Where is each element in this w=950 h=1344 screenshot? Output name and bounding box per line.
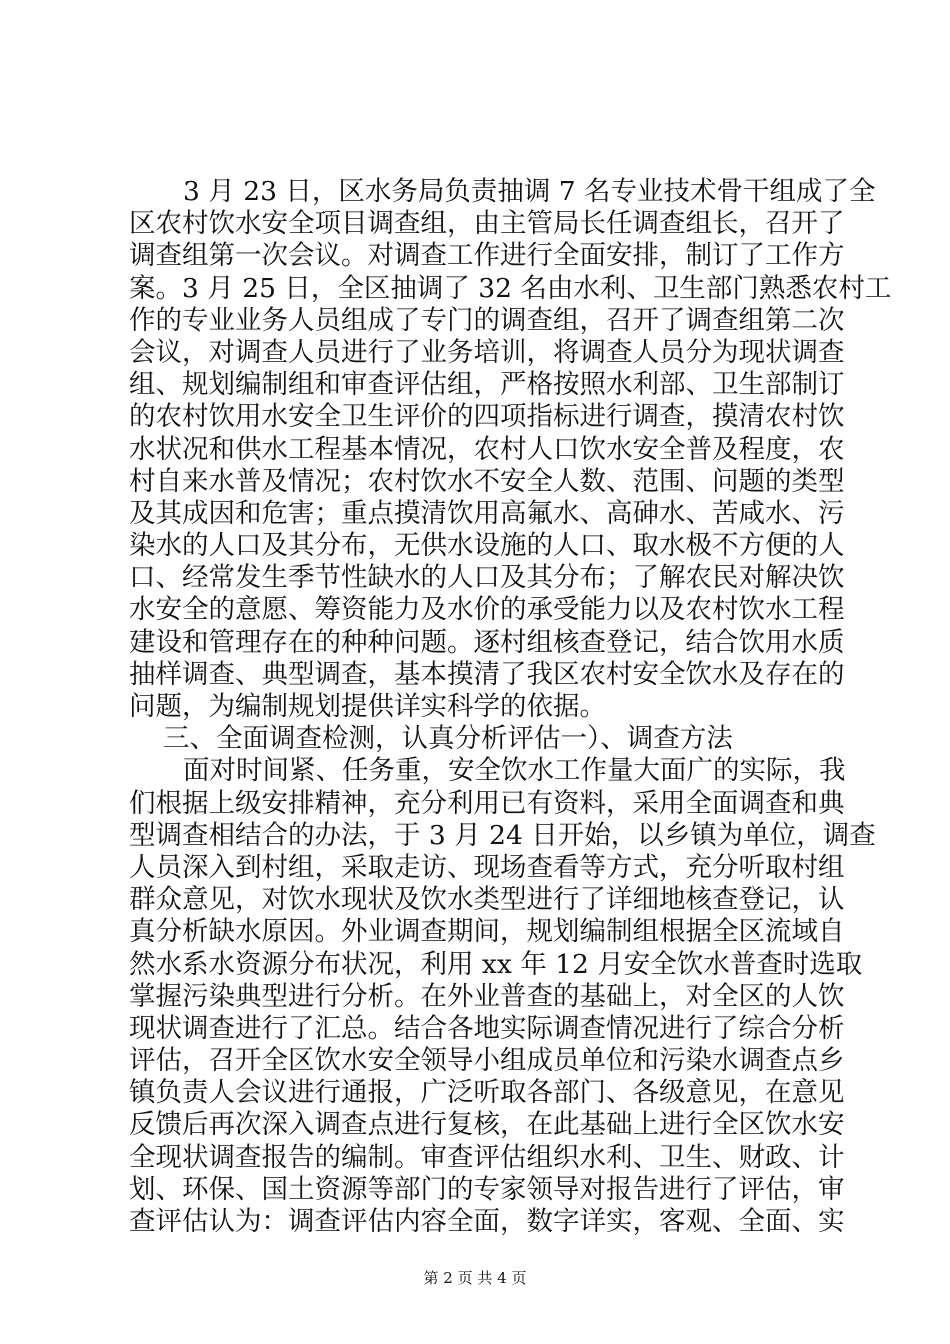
text-line: 真分析缺水原因。外业调查期间，规划编制组根据全区流域自 xyxy=(129,916,845,948)
text-line: 村自来水普及情况；农村饮水不安全人数、范围、问题的类型 xyxy=(129,465,845,497)
text-line: 组、规划编制组和审查评估组，严格按照水利部、卫生部制订 xyxy=(129,369,845,401)
section-heading-survey-method: 三、全面调查检测，认真分析评估一）、调查方法 xyxy=(163,723,733,755)
text-line: 镇负责人会议进行通报，广泛听取各部门、各级意见，在意见 xyxy=(129,1077,845,1109)
text-line: 人员深入到村组，采取走访、现场查看等方式，充分听取村组 xyxy=(129,851,845,883)
text-line: 及其成因和危害；重点摸清饮用高氟水、高砷水、苦咸水、污 xyxy=(129,497,845,529)
text-line: 全现状调查报告的编制。审查评估组织水利、卫生、财政、计 xyxy=(129,1141,845,1173)
text-line: 掌握污染典型进行分析。在外业普查的基础上，对全区的人饮 xyxy=(129,980,845,1012)
text-line: 染水的人口及其分布，无供水设施的人口、取水极不方便的人 xyxy=(129,530,845,562)
text-line: 查评估认为：调查评估内容全面，数字详实，客观、全面、实 xyxy=(129,1206,845,1237)
text-line: 然水系水资源分布状况，利用 xx 年 12 月安全饮水普查时选取 xyxy=(129,948,863,980)
text-line: 3 月 23 日，区水务局负责抽调 7 名专业技术骨干组成了全 xyxy=(183,176,876,207)
text-line: 口、经常发生季节性缺水的人口及其分布；了解农民对解决饮 xyxy=(129,562,845,594)
text-line: 水状况和供水工程基本情况，农村人口饮水安全普及程度，农 xyxy=(129,433,845,465)
text-line: 的农村饮用水安全卫生评价的四项指标进行调查，摸清农村饮 xyxy=(129,401,845,433)
text-line: 水安全的意愿、筹资能力及水价的承受能力以及农村饮水工程 xyxy=(129,594,845,626)
text-line: 调查组第一次会议。对调查工作进行全面安排，制订了工作方 xyxy=(129,240,845,272)
text-line: 型调查相结合的办法，于 3 月 24 日开始，以乡镇为单位，调查 xyxy=(129,819,876,851)
page-number-footer: 第 2 页 共 4 页 xyxy=(423,1269,527,1287)
text-line: 评估，召开全区饮水安全领导小组成员单位和污染水调查点乡 xyxy=(129,1045,845,1077)
text-line: 反馈后再次深入调查点进行复核，在此基础上进行全区饮水安 xyxy=(129,1109,845,1141)
text-line: 案。3 月 25 日，全区抽调了 32 名由水利、卫生部门熟悉农村工 xyxy=(129,272,892,304)
text-line: 面对时间紧、任务重，安全饮水工作量大面广的实际，我 xyxy=(183,755,846,787)
text-line: 抽样调查、典型调查，基本摸清了我区农村安全饮水及存在的 xyxy=(129,658,845,690)
document-body xyxy=(129,176,892,1238)
text-line: 区农村饮水安全项目调查组，由主管局长任调查组长，召开了 xyxy=(129,208,845,240)
text-line: 群众意见，对饮水现状及饮水类型进行了详细地核查登记，认 xyxy=(129,884,845,916)
text-line: 作的专业业务人员组成了专门的调查组，召开了调查组第二次 xyxy=(129,304,845,336)
paragraph-survey-method xyxy=(129,755,876,1238)
text-line: 们根据上级安排精神，充分利用已有资料，采用全面调查和典 xyxy=(129,787,845,819)
text-line: 建设和管理存在的种种问题。逐村组核查登记，结合饮用水质 xyxy=(129,626,845,658)
text-line: 问题，为编制规划提供详实科学的依据。 xyxy=(129,691,606,722)
text-line: 现状调查进行了汇总。结合各地实际调查情况进行了综合分析 xyxy=(129,1012,845,1044)
text-line: 会议，对调查人员进行了业务培训，将调查人员分为现状调查 xyxy=(129,336,845,368)
text-line: 划、环保、国土资源等部门的专家领导对报告进行了评估，审 xyxy=(129,1173,845,1205)
paragraph-survey-organization xyxy=(129,176,892,723)
